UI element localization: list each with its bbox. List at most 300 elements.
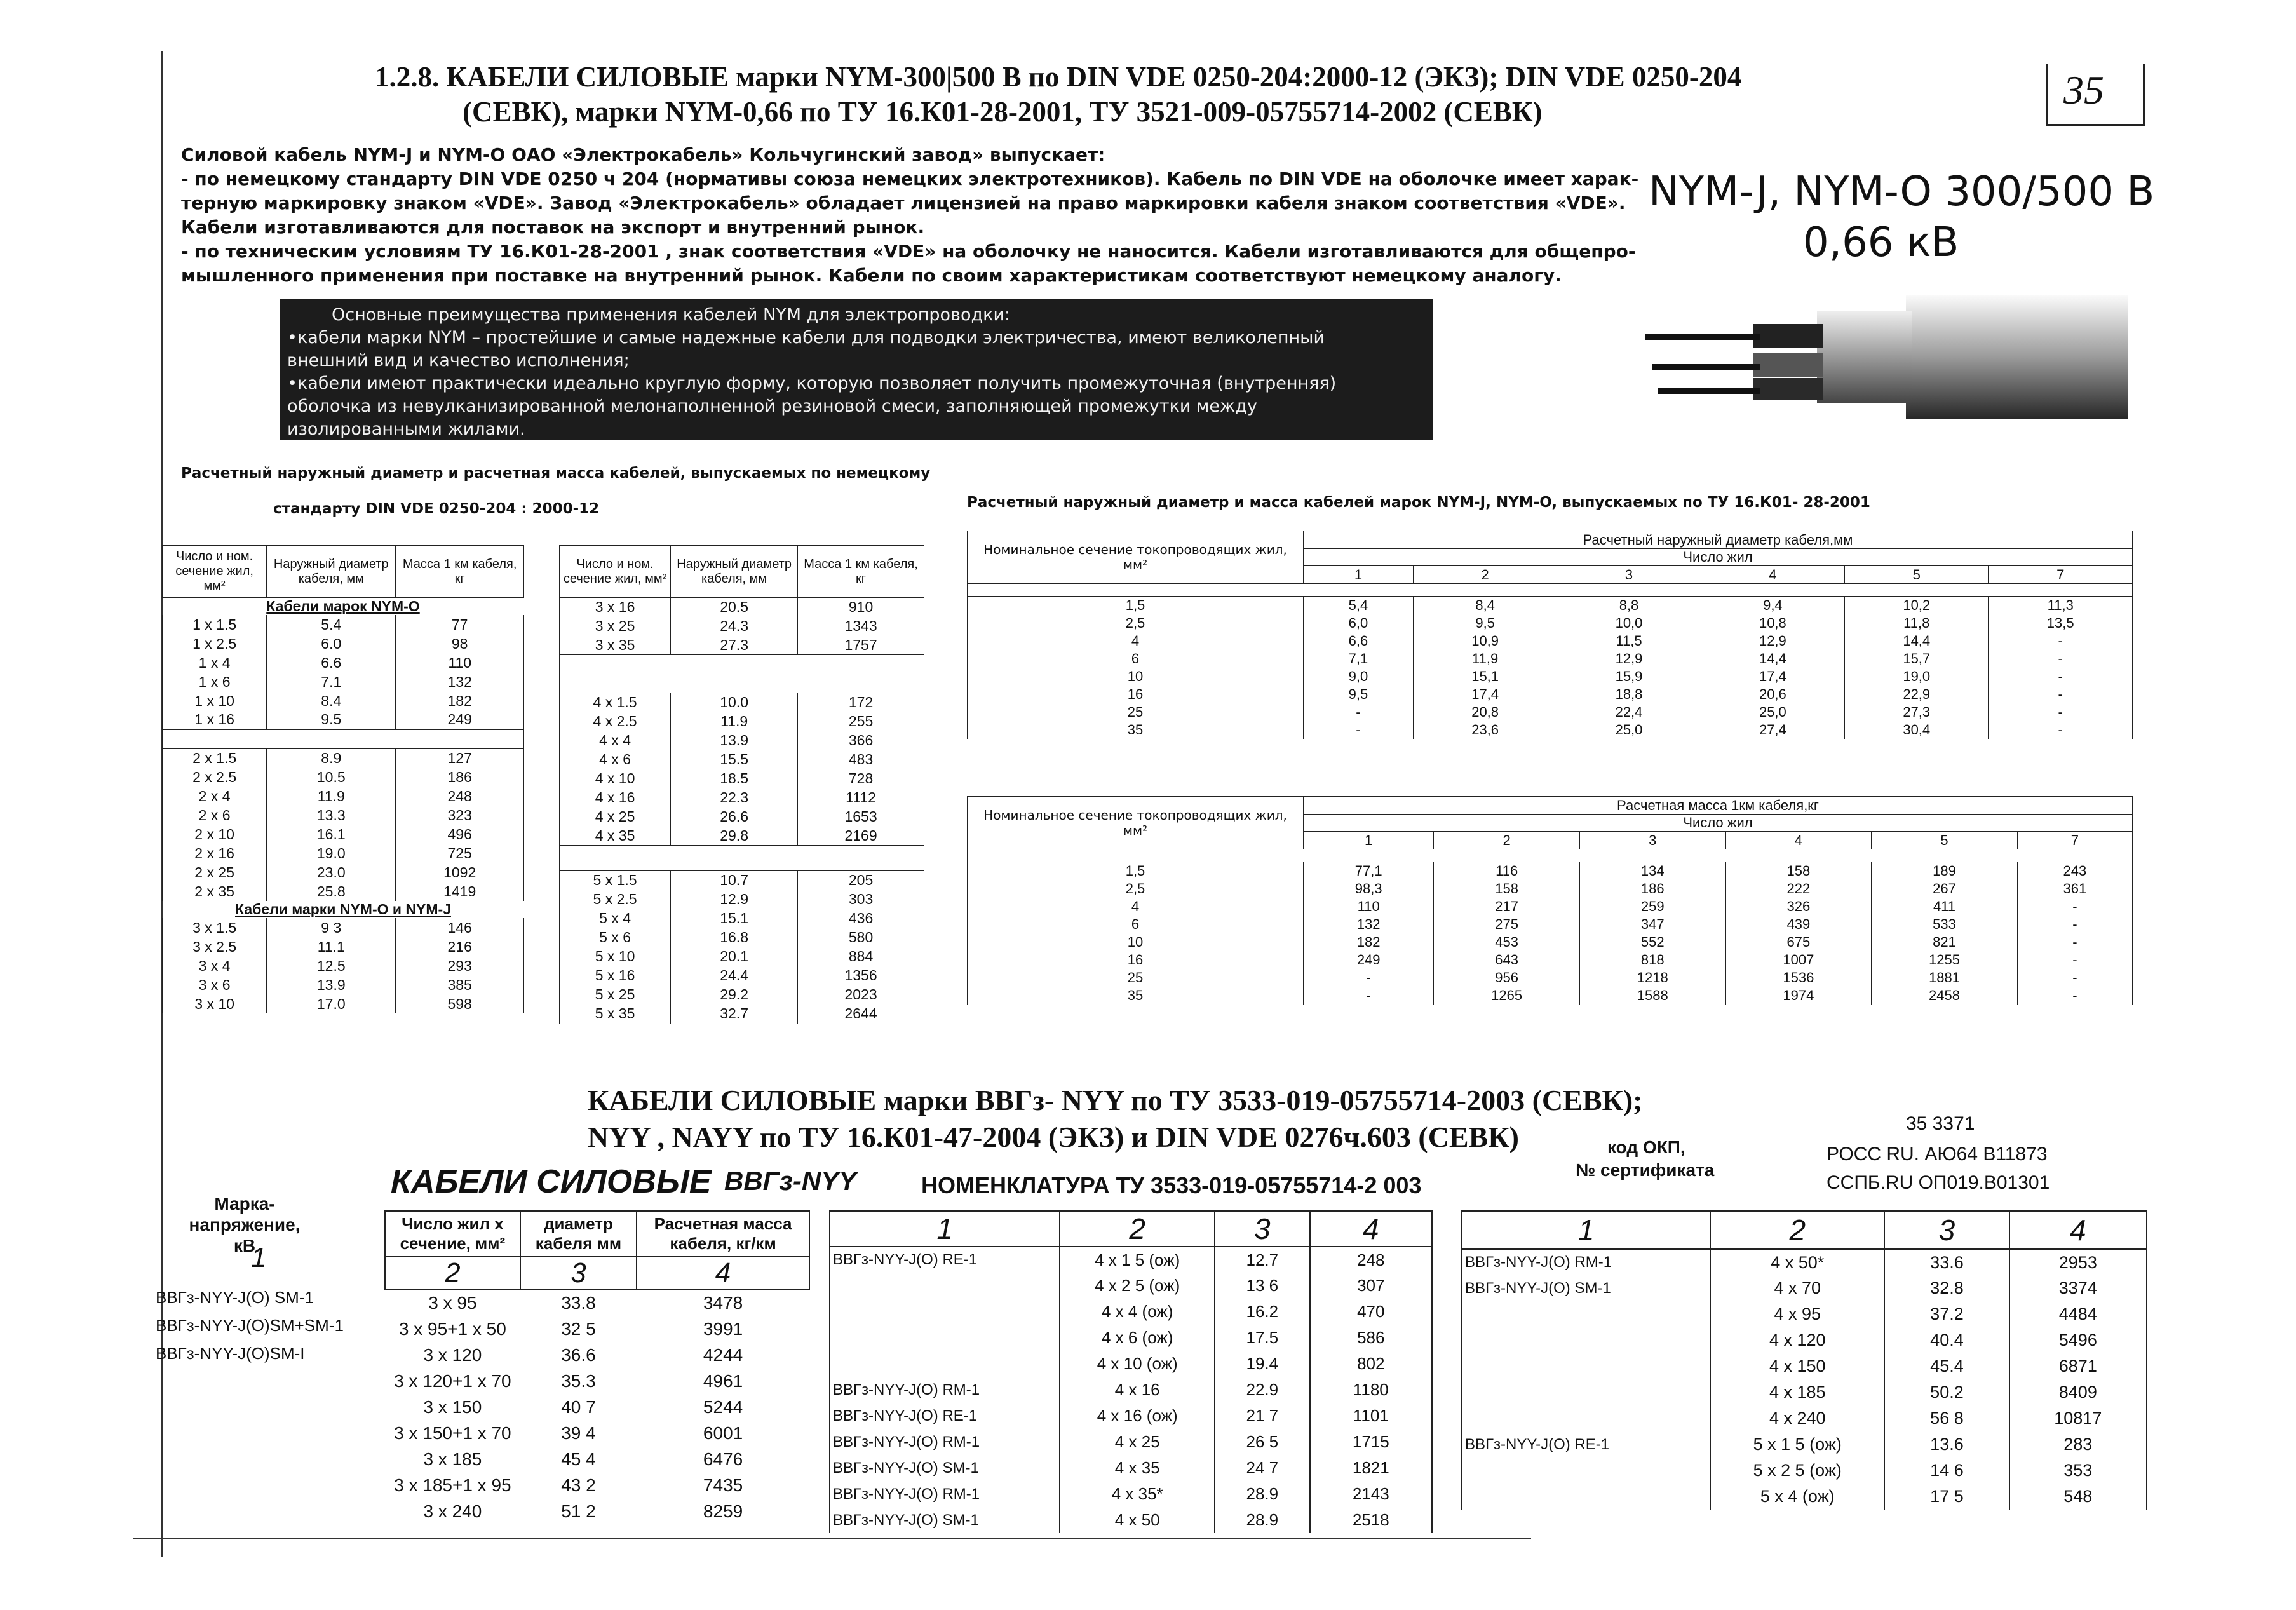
table-cell: 1 x 4	[163, 653, 267, 672]
section-label: Кабели марки NYM-O и NYM-J	[235, 901, 451, 917]
table-cell: 19,0	[1845, 668, 1989, 686]
table-cell: 2,5	[968, 880, 1304, 898]
table-cell: -	[1304, 703, 1414, 721]
table-cell: 1757	[798, 636, 924, 655]
table-cell: 13.3	[267, 806, 396, 825]
table-cell: 37.2	[1884, 1301, 2009, 1327]
table-cell: 32 5	[561, 1318, 596, 1339]
table-cell: 323	[396, 806, 524, 825]
table-cell: 411	[1872, 898, 2018, 916]
table-cell: 9,4	[1701, 597, 1844, 614]
table-cell: 2 x 16	[163, 844, 267, 863]
table-cell: 3 x 1.5	[163, 918, 267, 937]
table-cell: 586	[1310, 1325, 1432, 1351]
table-cell: 25.8	[267, 882, 396, 901]
nomenclature-subtitle: НОМЕНКЛАТУРА ТУ 3533-019-05755714-2 003	[921, 1172, 1422, 1198]
table-cell: 4 x 16 (ож)	[1060, 1403, 1215, 1429]
table-cell: 6001	[703, 1423, 743, 1443]
table-cell: 16.8	[671, 928, 798, 947]
table-cell: 12.7	[1215, 1247, 1310, 1273]
left-caption-line1: Расчетный наружный диаметр и расчетная масса кабелей, выпускаемых по немецкому	[181, 465, 931, 482]
table-cell: 17 5	[1884, 1484, 2009, 1510]
table-cell: 5 x 1.5	[560, 871, 671, 890]
table-row	[830, 1299, 1432, 1325]
table-cell: 1 x 16	[163, 710, 267, 729]
table-row	[1462, 1327, 2147, 1353]
table-cell: 283	[2009, 1431, 2147, 1458]
col-number: 1	[1462, 1211, 1710, 1249]
table-cell: -	[1989, 650, 2133, 668]
table-cell: 13.9	[267, 975, 396, 994]
table-cell: 11,5	[1557, 632, 1701, 650]
table-cell: 13 6	[1215, 1273, 1310, 1299]
table-row	[163, 787, 524, 806]
table-cell: 3 x 35	[560, 636, 671, 655]
table-cell: -	[2017, 969, 2132, 987]
table-cell: 361	[2017, 880, 2132, 898]
table-cell	[1462, 1458, 1710, 1484]
mark-label: ВВГз-NYY-J(O) SM-1	[156, 1288, 314, 1307]
table-group	[830, 1247, 1432, 1533]
advantages-line: •кабели марки NYM – простейшие и самые надежные кабели для подводки электричества, имеют великолепный	[287, 328, 1325, 348]
table-cell: 9,5	[1304, 686, 1414, 703]
table-cell: 1 x 2.5	[163, 634, 267, 653]
table-cell: 25	[968, 703, 1304, 721]
table-cell: 29.8	[671, 827, 798, 846]
table-cell: 3 x 185+1 x 95	[394, 1475, 511, 1495]
okp-label: код ОКП,	[1607, 1137, 1685, 1157]
table-cell: 13.6	[1884, 1431, 2009, 1458]
table-row	[385, 1316, 809, 1342]
table-cell: 16.1	[267, 825, 396, 844]
core-count-cell: 1	[1304, 832, 1434, 849]
table-cell: 580	[798, 928, 924, 947]
table-cell: ВВГз-NYY-J(O) RE-1	[830, 1247, 1060, 1273]
table-cell: 4 x 240	[1710, 1405, 1884, 1431]
table-cell: 26 5	[1215, 1429, 1310, 1455]
table-cell	[830, 1351, 1060, 1377]
table-cell	[1462, 1484, 1710, 1510]
cert-number-1: РОСС RU. АЮ64 В11873	[1827, 1144, 2048, 1165]
table-cell	[1462, 1353, 1710, 1379]
product-badge-line2: 0,66 кВ	[1803, 219, 1959, 266]
mark-label: ВВГз-NYY-J(O)SM-I	[156, 1344, 305, 1363]
okp-code: 35 3371	[1906, 1113, 1975, 1134]
table-row	[163, 994, 524, 1013]
table-cell: 4244	[703, 1344, 743, 1365]
table-row	[560, 769, 924, 788]
table-cell: 1180	[1310, 1377, 1432, 1403]
table-cell: 4 x 6	[560, 750, 671, 769]
table-cell: 548	[2009, 1484, 2147, 1510]
table-row	[385, 1368, 809, 1394]
core-count-cell: 3	[1557, 566, 1701, 584]
table-cell: 3 x 10	[163, 994, 267, 1013]
table-cell: ВВГз-NYY-J(O) SM-1	[830, 1507, 1060, 1533]
table-cell: 2953	[2009, 1249, 2147, 1275]
table-cell: 4 x 150	[1710, 1353, 1884, 1379]
table-group	[163, 918, 524, 1013]
vvg-title-line1: КАБЕЛИ СИЛОВЫЕ марки ВВГз- NYY по ТУ 3533-019-05755714-2003 (СЕВК);	[588, 1084, 1643, 1116]
table-cell: 17.0	[267, 994, 396, 1013]
table-cell: 728	[798, 769, 924, 788]
cert-number-2: ССПБ.RU ОП019.В01301	[1827, 1172, 2050, 1193]
table-row	[385, 1290, 809, 1316]
table-cell: 6,6	[1304, 632, 1414, 650]
table-cell: 17.5	[1215, 1325, 1310, 1351]
table-cell: 1343	[798, 617, 924, 636]
col-number: 4	[1310, 1211, 1432, 1247]
core-count-cell: 7	[1989, 566, 2133, 584]
table-cell: -	[1304, 969, 1434, 987]
table-cell: 11,8	[1845, 614, 1989, 632]
table-row	[385, 1498, 809, 1524]
table-row	[968, 862, 2133, 880]
table-row	[830, 1455, 1432, 1481]
table-row	[830, 1429, 1432, 1455]
table-cell: 4 x 35*	[1060, 1481, 1215, 1507]
table-row	[830, 1351, 1432, 1377]
table-cell: 9 3	[267, 918, 396, 937]
table-cell: 802	[1310, 1351, 1432, 1377]
table-cell: 821	[1872, 933, 2018, 951]
table-cell: 5244	[703, 1397, 743, 1417]
table-cell: 643	[1434, 951, 1580, 969]
table-cell: 146	[396, 918, 524, 937]
table-cell: 675	[1725, 933, 1872, 951]
table-cell: 5 x 4	[560, 909, 671, 928]
table-row	[1462, 1405, 2147, 1431]
table-cell: 35	[968, 987, 1304, 1005]
table-nomenclature-1	[384, 1210, 810, 1524]
table-cell: ВВГз-NYY-J(O) SM-1	[1462, 1275, 1710, 1301]
intro-line: мышленного применения при поставке на внутренний рынок. Кабели по своим характеристикам соответствуют немецкому аналогу.	[181, 265, 1562, 286]
table-row	[163, 634, 524, 653]
table-cell: 11.9	[671, 712, 798, 731]
col-header: Число и ном. сечение жил, мм²	[163, 546, 267, 598]
table-cell: 4961	[703, 1370, 743, 1391]
col-header: Число жил х сечение, мм²	[385, 1211, 520, 1257]
table-cell: 12.9	[671, 890, 798, 909]
table-cell: 1,5	[968, 597, 1304, 614]
table-cell: 98,3	[1304, 880, 1434, 898]
core-count-cell: 4	[1725, 832, 1872, 849]
table-cell: 1 x 6	[163, 672, 267, 691]
table-cell: 385	[396, 975, 524, 994]
table-cell: 10.0	[671, 693, 798, 712]
table-row	[560, 788, 924, 808]
table-group	[968, 597, 2133, 739]
section-label: Кабели марок NYM-O	[266, 598, 420, 614]
table-row	[163, 672, 524, 691]
vvg-title-line2: NYY , NAYY по ТУ 16.К01-47-2004 (ЭКЗ) и DIN VDE 0276ч.603 (СЕВК)	[588, 1121, 1519, 1153]
col-number: 3	[1884, 1211, 2009, 1249]
table-cell: 1112	[798, 788, 924, 808]
table-cell: 10	[968, 933, 1304, 951]
table-cell: 8409	[2009, 1379, 2147, 1405]
table-cell: 10.5	[267, 768, 396, 787]
advantages-line: изолированными жилами.	[287, 419, 525, 439]
table-cell: 15,9	[1557, 668, 1701, 686]
table-cell: 2518	[1310, 1507, 1432, 1533]
table-cell: 77,1	[1304, 862, 1434, 880]
table-row	[1462, 1301, 2147, 1327]
table-row	[1462, 1484, 2147, 1510]
table-cell: 1881	[1872, 969, 2018, 987]
nomenclature-title: КАБЕЛИ СИЛОВЫЕ	[391, 1163, 712, 1200]
table-cell: 22.9	[1215, 1377, 1310, 1403]
table-row	[163, 653, 524, 672]
table-row	[1462, 1431, 2147, 1458]
table-cell: 11,3	[1989, 597, 2133, 614]
table-cell: 3 x 120+1 x 70	[394, 1370, 511, 1391]
table-cell: 26.6	[671, 808, 798, 827]
table-section-row	[163, 901, 524, 918]
table-cell: 16	[968, 686, 1304, 703]
table-cell: 4	[968, 898, 1304, 916]
table-cell: 470	[1310, 1299, 1432, 1325]
nomenclature-brand: ВВГз-NYY	[724, 1166, 857, 1196]
table-group	[560, 693, 924, 846]
table-cell: 29.2	[671, 985, 798, 1005]
table-cell: 19.4	[1215, 1351, 1310, 1377]
table-cell: 12,9	[1701, 632, 1844, 650]
col-header: Расчетная масса кабеля, кг/км	[637, 1211, 809, 1257]
table-row	[560, 1005, 924, 1024]
n1-marks	[156, 1283, 344, 1367]
table-cell: 19.0	[267, 844, 396, 863]
table-cell: 4 x 1 5 (ож)	[1060, 1247, 1215, 1273]
table-cell: 186	[1579, 880, 1725, 898]
table-cell: 8.4	[267, 691, 396, 710]
table-row	[830, 1247, 1432, 1273]
table-cell: 20.1	[671, 947, 798, 966]
table-cell: 18.5	[671, 769, 798, 788]
table-cell: 8,8	[1557, 597, 1701, 614]
table-title: Расчетный наружный диаметр кабеля,мм	[1304, 531, 2133, 549]
table-cell: 4 x 1.5	[560, 693, 671, 712]
table-cell: 17,4	[1413, 686, 1557, 703]
table-cell: 4 x 185	[1710, 1379, 1884, 1405]
core-count-cell: 3	[1579, 832, 1725, 849]
table-cell: 217	[1434, 898, 1580, 916]
core-count-cell: 5	[1845, 566, 1989, 584]
core-count-cell: 2	[1434, 832, 1580, 849]
table-cell: 4 x 25	[560, 808, 671, 827]
table-cell: -	[2017, 916, 2132, 933]
table-cell: 7.1	[267, 672, 396, 691]
table-cell: 4484	[2009, 1301, 2147, 1327]
table-row	[560, 598, 924, 617]
table-cell: 25,0	[1701, 703, 1844, 721]
table-cell: 3 x 95+1 x 50	[398, 1318, 506, 1339]
col-header: Наружный диаметр кабеля, мм	[671, 546, 798, 598]
table-cell: 8,4	[1413, 597, 1557, 614]
core-count-cell: 4	[1701, 566, 1844, 584]
table-cell: 2 x 25	[163, 863, 267, 882]
intro-line: - по техническим условиям ТУ 16.К01-28-2001 , знак соответствия «VDE» на оболочку не наносится. Кабели изготавливаются для общепро-	[181, 241, 1636, 262]
table-cell: -	[2017, 951, 2132, 969]
table-cell: 4 x 50*	[1710, 1249, 1884, 1275]
table-cell: -	[1989, 686, 2133, 703]
table-cell	[830, 1325, 1060, 1351]
table-cell: 9,5	[1413, 614, 1557, 632]
table-tu-diameter	[967, 531, 2133, 739]
table-cell: -	[2017, 933, 2132, 951]
table-cell: 182	[396, 691, 524, 710]
table-cell: -	[1304, 987, 1434, 1005]
table-row	[385, 1420, 809, 1446]
table-cell: ВВГз-NYY-J(O) RE-1	[1462, 1431, 1710, 1458]
table-cell: 275	[1434, 916, 1580, 933]
table-cell: 3991	[703, 1318, 743, 1339]
table-row	[1462, 1353, 2147, 1379]
table-cell: 20,6	[1701, 686, 1844, 703]
table-cell: 15.5	[671, 750, 798, 769]
table-row	[560, 928, 924, 947]
table-cell: 189	[1872, 862, 2018, 880]
table-cell: 2458	[1872, 987, 2018, 1005]
table-row	[968, 668, 2133, 686]
table-cell: 4 x 95	[1710, 1301, 1884, 1327]
table-cell: 12,9	[1557, 650, 1701, 668]
table-cell: 5 x 6	[560, 928, 671, 947]
table-cell: 5 x 16	[560, 966, 671, 985]
table-cell: 3 x 120	[423, 1344, 482, 1365]
table-cell	[830, 1299, 1060, 1325]
table-cell: 1588	[1579, 987, 1725, 1005]
page-number: 35	[2063, 67, 2104, 112]
col-header: Число и ном. сечение жил, мм²	[560, 546, 671, 598]
section-title-line1: 1.2.8. КАБЕЛИ СИЛОВЫЕ марки NYM-300|500 В по DIN VDE 0250-204:2000-12 (ЭКЗ); DIN VDE 0250-204	[375, 61, 1742, 93]
table-cell: 10,8	[1701, 614, 1844, 632]
section-title-line2: (СЕВК), марки NYM-0,66 по ТУ 16.К01-28-2001, ТУ 3521-009-05755714-2002 (СЕВК)	[463, 96, 1543, 128]
table-cell: 483	[798, 750, 924, 769]
table-cell: 18,8	[1557, 686, 1701, 703]
table-cell: 182	[1304, 933, 1434, 951]
table-cell: 6,0	[1304, 614, 1414, 632]
table-cell: 248	[396, 787, 524, 806]
table-cell: -	[2017, 898, 2132, 916]
table-cell: 293	[396, 956, 524, 975]
table-cell: 4 x 50	[1060, 1507, 1215, 1533]
table-cell: 50.2	[1884, 1379, 2009, 1405]
table-cell: 3 x 240	[423, 1501, 482, 1521]
page-bottom-line	[133, 1538, 1531, 1539]
table-cell: ВВГз-NYY-J(O) RE-1	[830, 1403, 1060, 1429]
table-cell: 4 x 6 (ож)	[1060, 1325, 1215, 1351]
table-cell: 1,5	[968, 862, 1304, 880]
table-cell: 33.8	[561, 1293, 596, 1313]
table-cell: 6	[968, 650, 1304, 668]
table-cell: 15,1	[1413, 668, 1557, 686]
table-cell: 2 x 2.5	[163, 768, 267, 787]
col-number: 1	[251, 1242, 267, 1273]
table-cell: 5,4	[1304, 597, 1414, 614]
table-cell: 1101	[1310, 1403, 1432, 1429]
table-cell: 2 x 4	[163, 787, 267, 806]
table-cell: 2 x 35	[163, 882, 267, 901]
table-cell: 6	[968, 916, 1304, 933]
table-cell: 8.9	[267, 748, 396, 768]
table-cell: 2169	[798, 827, 924, 846]
table-row	[385, 1472, 809, 1498]
table-cell: 10.7	[671, 871, 798, 890]
table-cell: 77	[396, 615, 524, 634]
table-row	[1462, 1249, 2147, 1275]
advantages-line: оболочка из невулканизированной мелонаполненной резиновой смеси, заполняющей промежутки между	[287, 396, 1257, 416]
table-cell: 2 x 6	[163, 806, 267, 825]
table-cell: 4 x 120	[1710, 1327, 1884, 1353]
table-cell: 12.5	[267, 956, 396, 975]
table-cell: 4 x 35	[1060, 1455, 1215, 1481]
table-cell: 3 x 16	[560, 598, 671, 617]
table-row	[968, 987, 2133, 1005]
table-cell: 43 2	[561, 1475, 596, 1495]
col-header: Номинальное сечение токопроводящих жил, мм²	[968, 531, 1304, 584]
table-cell: 2 x 1.5	[163, 748, 267, 768]
table-cell	[1462, 1405, 1710, 1431]
table-cell: 5 x 25	[560, 985, 671, 1005]
table-cell: 9.5	[267, 710, 396, 729]
table-cell: 1265	[1434, 987, 1580, 1005]
table-cell: 4 x 16	[560, 788, 671, 808]
table-cell: 22.3	[671, 788, 798, 808]
col-header: Масса 1 км кабеля, кг	[798, 546, 924, 598]
table-cell: 1821	[1310, 1455, 1432, 1481]
table-cell: 2143	[1310, 1481, 1432, 1507]
table-row	[830, 1377, 1432, 1403]
table-cell: 27.3	[671, 636, 798, 655]
table-cell: 5 x 35	[560, 1005, 671, 1024]
advantages-title: Основные преимущества применения кабелей NYM для электропроводки:	[332, 305, 1011, 325]
table-cell: 205	[798, 871, 924, 890]
table-cell: 158	[1434, 880, 1580, 898]
table-cell: 11.9	[267, 787, 396, 806]
table-row	[163, 615, 524, 634]
table-cell: 5 x 10	[560, 947, 671, 966]
table-cell: 28.9	[1215, 1481, 1310, 1507]
col-header: Наружный диаметр кабеля, мм	[267, 546, 396, 598]
table-cell: 7,1	[1304, 650, 1414, 668]
table-cell: 17,4	[1701, 668, 1844, 686]
table-row	[560, 966, 924, 985]
table-row	[1462, 1458, 2147, 1484]
table-cell: 249	[1304, 951, 1434, 969]
table-cell: 552	[1579, 933, 1725, 951]
table-cell: 172	[798, 693, 924, 712]
table-cell: 243	[2017, 862, 2132, 880]
table-cell: 21 7	[1215, 1403, 1310, 1429]
core-count-cell: 7	[2017, 832, 2132, 849]
table-cell: 10	[968, 668, 1304, 686]
table-cell: 132	[396, 672, 524, 691]
core-count-cell: 5	[1872, 832, 2018, 849]
core-count-cell: 1	[1304, 566, 1414, 584]
table-row	[163, 691, 524, 710]
table-cell: 4 x 4 (ож)	[1060, 1299, 1215, 1325]
table-cell: 15.1	[671, 909, 798, 928]
table-cell: 5 x 4 (ож)	[1710, 1484, 1884, 1510]
table-group	[560, 871, 924, 1024]
table-cell: ВВГз-NYY-J(O) RM-1	[830, 1377, 1060, 1403]
table-cell: 222	[1725, 880, 1872, 898]
table-cell	[1462, 1379, 1710, 1405]
table-cell: 25,0	[1557, 721, 1701, 739]
table-row	[560, 712, 924, 731]
table-cell: 30,4	[1845, 721, 1989, 739]
table-group	[385, 1290, 809, 1524]
